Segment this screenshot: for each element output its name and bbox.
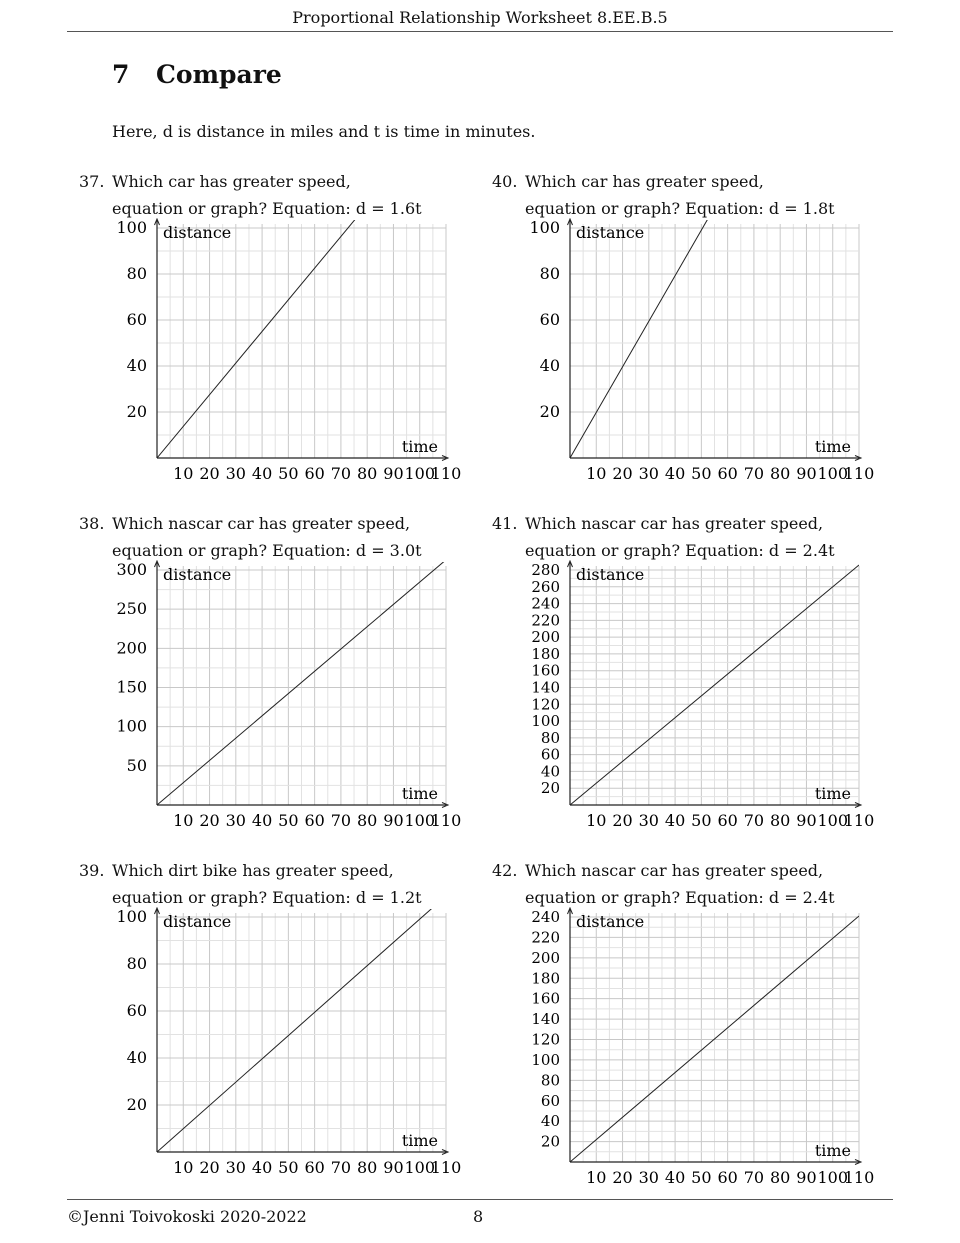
x-tick-label: 10 (173, 811, 194, 830)
x-tick-label: 80 (770, 1168, 791, 1187)
problem-question: Which nascar car has greater speed, (525, 514, 824, 533)
x-tick-label: 90 (383, 464, 404, 483)
question-text (79, 857, 499, 911)
x-tick-label: 100 (817, 1168, 849, 1187)
x-tick-label: 110 (430, 811, 462, 830)
x-tick-label: 40 (664, 811, 686, 830)
y-axis-label: distance (163, 223, 232, 242)
x-tick-label: 60 (717, 1168, 738, 1187)
x-tick-label: 20 (199, 1158, 220, 1177)
y-tick-label: 140 (531, 1010, 560, 1029)
chart-svg (492, 560, 892, 835)
y-axis-label: distance (163, 565, 232, 584)
data-line (570, 218, 713, 458)
y-tick-label: 80 (539, 264, 560, 283)
x-tick-label: 80 (770, 464, 791, 483)
graph-40 (492, 218, 892, 492)
x-tick-label: 110 (843, 464, 875, 483)
x-tick-label: 20 (612, 811, 633, 830)
x-tick-label: 30 (225, 811, 246, 830)
page-header-title: Proportional Relationship Worksheet 8.EE.B.5 (292, 8, 668, 27)
x-tick-label: 110 (843, 811, 875, 830)
x-tick-label: 90 (383, 1158, 404, 1177)
problem-question: Which nascar car has greater speed, (525, 861, 824, 880)
x-tick-label: 50 (278, 1158, 299, 1177)
x-tick-label: 70 (330, 811, 352, 830)
y-tick-label: 100 (531, 1050, 560, 1069)
x-tick-label: 60 (717, 464, 738, 483)
x-tick-label: 20 (612, 464, 633, 483)
problem-number: 38. (79, 514, 105, 533)
y-tick-label: 40 (126, 1048, 147, 1067)
problem-equation: equation or graph? Equation: d = 1.8t (525, 199, 835, 218)
x-tick-label: 70 (743, 811, 765, 830)
y-tick-label: 260 (531, 577, 560, 596)
y-tick-label: 100 (116, 907, 147, 926)
x-tick-label: 30 (638, 1168, 659, 1187)
y-tick-label: 100 (531, 712, 560, 731)
problem-number: 42. (492, 861, 518, 880)
problem-37 (79, 168, 499, 488)
x-tick-label: 40 (251, 811, 273, 830)
chart-svg (79, 560, 479, 835)
x-tick-label: 10 (173, 1158, 194, 1177)
y-tick-label: 80 (126, 954, 147, 973)
y-tick-label: 250 (116, 599, 147, 619)
question-text (492, 510, 912, 564)
section-number: 7 (112, 60, 130, 89)
y-tick-label: 60 (539, 310, 560, 329)
y-tick-label: 200 (531, 628, 560, 647)
problem-number: 39. (79, 861, 105, 880)
x-tick-label: 40 (664, 464, 686, 483)
x-tick-label: 30 (638, 464, 659, 483)
problem-equation: equation or graph? Equation: d = 2.4t (525, 888, 835, 907)
x-tick-label: 70 (743, 1168, 765, 1187)
x-tick-label: 100 (817, 464, 849, 483)
y-tick-label: 220 (531, 928, 560, 947)
problem-question: Which dirt bike has greater speed, (112, 861, 394, 880)
x-tick-label: 40 (251, 1158, 273, 1177)
y-tick-label: 150 (116, 677, 147, 697)
y-axis-label: distance (576, 912, 645, 931)
page-number: 8 (473, 1207, 484, 1226)
problem-question: Which car has greater speed, (525, 172, 764, 191)
question-text (79, 168, 499, 222)
x-tick-label: 10 (586, 464, 607, 483)
y-tick-label: 240 (531, 908, 560, 926)
x-tick-label: 30 (225, 1158, 246, 1177)
x-axis-label: time (814, 1141, 851, 1160)
graph-37 (79, 218, 479, 492)
x-tick-label: 100 (817, 811, 849, 830)
x-tick-label: 60 (304, 1158, 325, 1177)
problem-40 (492, 168, 912, 488)
y-tick-label: 20 (540, 779, 560, 798)
x-tick-label: 10 (173, 464, 194, 483)
y-tick-label: 180 (531, 969, 560, 988)
graph-42 (492, 907, 892, 1196)
y-tick-label: 60 (540, 1091, 560, 1110)
chart-svg (492, 218, 892, 488)
x-axis-label: time (814, 437, 851, 456)
y-tick-label: 40 (540, 1112, 560, 1131)
problem-39 (79, 857, 499, 1187)
x-tick-label: 40 (664, 1168, 686, 1187)
x-tick-label: 100 (404, 811, 436, 830)
x-tick-label: 80 (357, 811, 378, 830)
x-tick-label: 110 (430, 1158, 462, 1177)
x-tick-label: 90 (383, 811, 404, 830)
x-axis-label: time (401, 437, 438, 456)
footer-rule (67, 1199, 893, 1200)
question-text (79, 510, 499, 564)
problem-question: Which nascar car has greater speed, (112, 514, 411, 533)
header-rule (67, 31, 893, 32)
problem-question: Which car has greater speed, (112, 172, 351, 191)
y-tick-label: 180 (531, 644, 560, 663)
question-text (492, 168, 912, 222)
graph-38 (79, 560, 479, 839)
graph-41 (492, 560, 892, 839)
y-tick-label: 50 (126, 755, 147, 775)
x-tick-label: 20 (199, 464, 220, 483)
y-tick-label: 120 (531, 1030, 560, 1049)
y-tick-label: 220 (531, 611, 560, 630)
problem-number: 41. (492, 514, 518, 533)
x-tick-label: 30 (225, 464, 246, 483)
problem-equation: equation or graph? Equation: d = 2.4t (525, 541, 835, 560)
section-title: Compare (156, 60, 282, 89)
problem-number: 40. (492, 172, 518, 191)
y-tick-label: 60 (126, 1001, 147, 1020)
problem-equation: equation or graph? Equation: d = 3.0t (112, 541, 422, 560)
y-axis-label: distance (576, 223, 645, 242)
x-tick-label: 100 (404, 464, 436, 483)
x-tick-label: 60 (304, 811, 325, 830)
y-tick-label: 80 (540, 1071, 560, 1090)
problem-42 (492, 857, 912, 1197)
x-tick-label: 70 (330, 1158, 352, 1177)
x-tick-label: 90 (796, 811, 817, 830)
y-tick-label: 20 (126, 402, 147, 421)
y-tick-label: 60 (126, 310, 147, 329)
x-tick-label: 30 (638, 811, 659, 830)
x-tick-label: 50 (691, 811, 712, 830)
x-tick-label: 50 (691, 464, 712, 483)
y-tick-label: 20 (540, 1132, 560, 1151)
x-tick-label: 50 (691, 1168, 712, 1187)
y-tick-label: 20 (539, 402, 560, 421)
y-tick-label: 100 (529, 218, 560, 237)
y-tick-label: 120 (531, 695, 560, 714)
x-tick-label: 100 (404, 1158, 436, 1177)
intro-text: Here, d is distance in miles and t is time in minutes. (112, 122, 536, 141)
x-axis-label: time (814, 784, 851, 803)
x-tick-label: 70 (743, 464, 765, 483)
y-tick-label: 20 (126, 1095, 147, 1114)
problem-equation: equation or graph? Equation: d = 1.6t (112, 199, 422, 218)
chart-svg (79, 218, 479, 488)
y-tick-label: 200 (531, 948, 560, 967)
x-tick-label: 10 (586, 811, 607, 830)
x-tick-label: 40 (251, 464, 273, 483)
y-tick-label: 200 (116, 638, 147, 658)
x-tick-label: 80 (770, 811, 791, 830)
y-tick-label: 60 (540, 745, 560, 764)
x-tick-label: 60 (717, 811, 738, 830)
y-tick-label: 280 (531, 561, 560, 579)
x-tick-label: 90 (796, 464, 817, 483)
chart-svg (492, 907, 892, 1192)
problem-38 (79, 510, 499, 840)
y-axis-label: distance (163, 912, 232, 931)
x-tick-label: 70 (330, 464, 352, 483)
y-tick-label: 80 (540, 728, 560, 747)
x-tick-label: 50 (278, 811, 299, 830)
problem-41 (492, 510, 912, 840)
x-tick-label: 50 (278, 464, 299, 483)
section-heading (112, 60, 282, 89)
y-tick-label: 100 (116, 716, 147, 736)
y-tick-label: 140 (531, 678, 560, 697)
x-tick-label: 110 (843, 1168, 875, 1187)
y-axis-label: distance (576, 565, 645, 584)
x-tick-label: 60 (304, 464, 325, 483)
y-tick-label: 240 (531, 594, 560, 613)
x-tick-label: 10 (586, 1168, 607, 1187)
y-tick-label: 100 (116, 218, 147, 237)
x-axis-label: time (401, 784, 438, 803)
y-tick-label: 160 (531, 661, 560, 680)
x-tick-label: 80 (357, 464, 378, 483)
problem-number: 37. (79, 172, 105, 191)
y-tick-label: 40 (539, 356, 560, 375)
y-tick-label: 40 (540, 762, 560, 781)
footer-copyright: ©Jenni Toivokoski 2020-2022 (67, 1207, 307, 1226)
graph-39 (79, 907, 479, 1186)
problem-equation: equation or graph? Equation: d = 1.2t (112, 888, 422, 907)
y-tick-label: 160 (531, 989, 560, 1008)
x-tick-label: 20 (199, 811, 220, 830)
data-line (157, 218, 363, 458)
question-text (492, 857, 912, 911)
y-tick-label: 40 (126, 356, 147, 375)
x-tick-label: 110 (430, 464, 462, 483)
x-tick-label: 90 (796, 1168, 817, 1187)
x-tick-label: 20 (612, 1168, 633, 1187)
x-axis-label: time (401, 1131, 438, 1150)
y-tick-label: 300 (116, 560, 147, 579)
x-tick-label: 80 (357, 1158, 378, 1177)
y-tick-label: 80 (126, 264, 147, 283)
chart-svg (79, 907, 479, 1182)
